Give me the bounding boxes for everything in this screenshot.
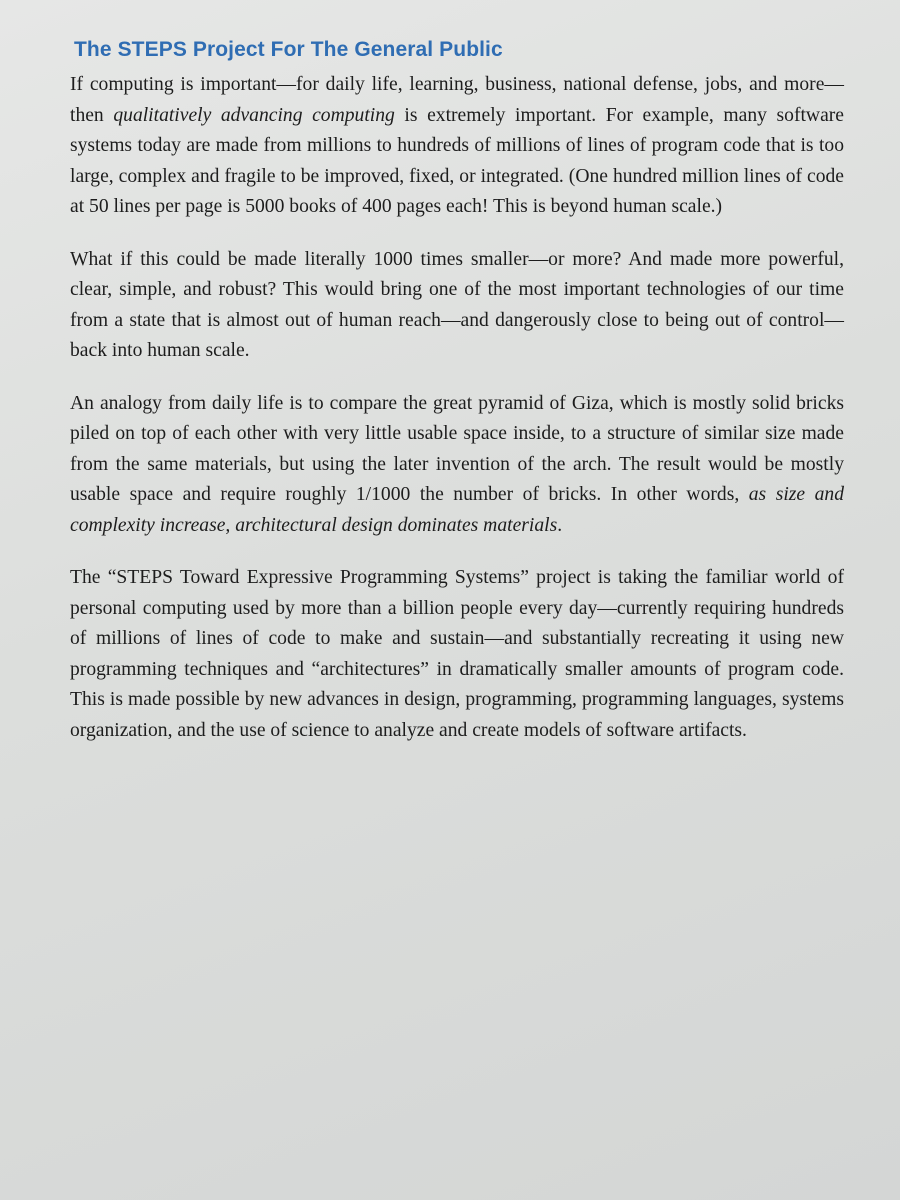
paragraph-1: [70, 70, 844, 223]
paragraph-2: [70, 245, 844, 367]
paragraph-2-text: What if this could be made literally 1000 times smaller—or more? And made more powerful, clear, simple, and robust? This would bring one of the most important technologies of our time from a state that is almost out of human reach—and dangerously close to being out of control—back into human scale.: [70, 248, 844, 361]
paragraph-1-emphasis: qualitatively advancing computing: [113, 104, 395, 126]
paragraph-4: [70, 563, 844, 746]
paragraph-3-text-b: .: [557, 514, 563, 536]
paragraph-3: [70, 389, 844, 542]
paragraph-1-text-a: If computing is important—for daily life, learning, business, national defense, jobs, and more—then: [70, 74, 844, 126]
paragraph-1-text-b: is extremely important. For example, many software systems today are made from millions to hundreds of millions of lines of program code that is too large, complex and fragile to be improved, fixed, or integrated. (One hundred million lines of code at 50 lines per page is 5000 books of 400 pages each! This is beyond human scale.): [70, 104, 844, 217]
paragraph-3-text-a: An analogy from daily life is to compare the great pyramid of Giza, which is mostly solid bricks piled on top of each other with very little usable space inside, to a structure of similar size made from the same materials, but using the later invention of the arch. The result would be mostly usable space and require roughly 1/1000 the number of bricks. In other words,: [70, 392, 844, 505]
paragraph-3-emphasis: as size and complexity increase, architectural design dominates materials: [70, 484, 844, 536]
section-title: The STEPS Project For The General Public: [74, 38, 503, 61]
paragraph-4-text: The “STEPS Toward Expressive Programming Systems” project is taking the familiar world of personal computing used by more than a billion people every day—currently requiring hundreds of millions of lines of code to make and sustain—and substantially recreating it using new programming techniques and “architectures” in dramatically smaller amounts of program code. This is made possible by new advances in design, programming, programming languages, systems organization, and the use of science to analyze and create models of software artifacts.: [70, 567, 844, 741]
